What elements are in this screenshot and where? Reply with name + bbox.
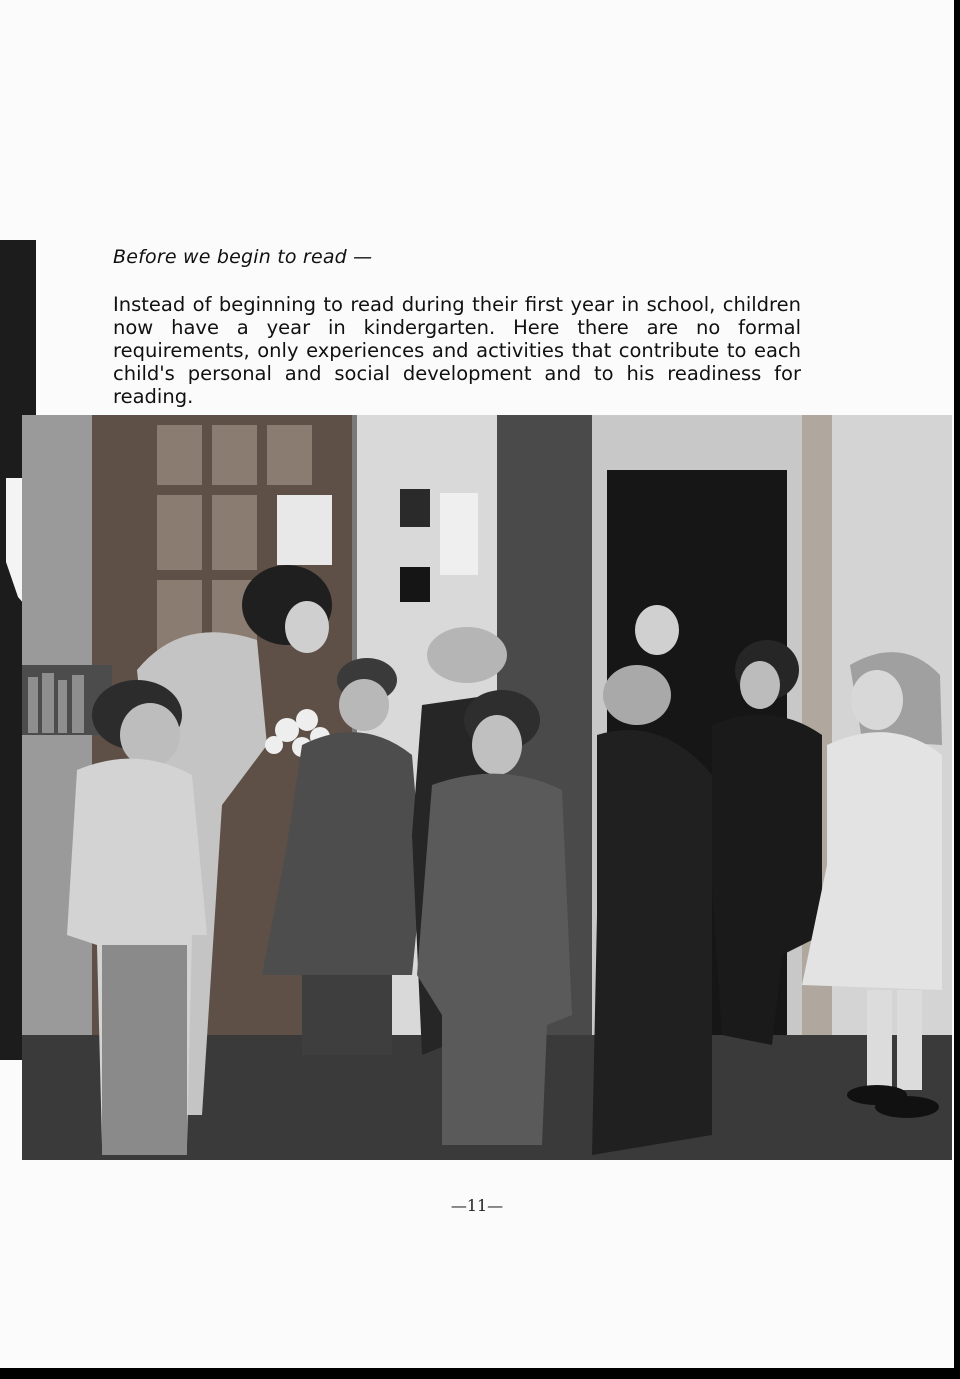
page-number: —11—	[450, 1196, 504, 1215]
photograph-icon	[22, 415, 952, 1160]
section-heading: Before we begin to read —	[113, 246, 373, 268]
body-paragraph: Instead of beginning to read during their first year in school, children now have a year in kindergarten. Here there are no formal requirements, only experiences and activities that contribute to each child's personal and social development and to his readiness for reading.	[113, 293, 801, 408]
classroom-photograph	[22, 415, 952, 1160]
